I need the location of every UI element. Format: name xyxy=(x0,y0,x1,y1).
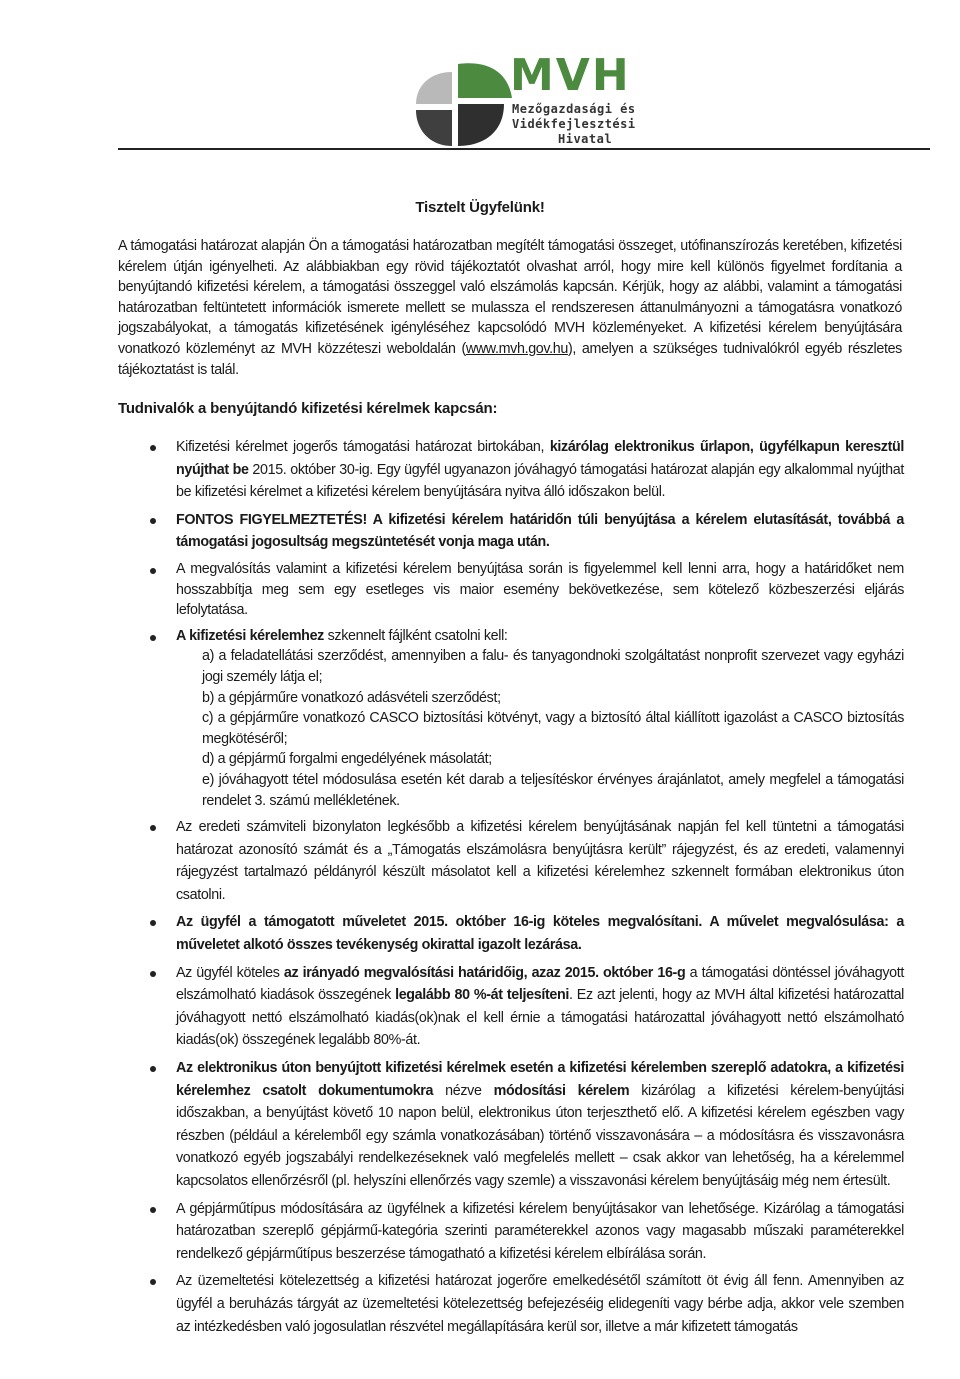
list-item: A kifizetési kérelemhez szkennelt fájlként csatolni kell: a) a feladatellátási szerződést, amennyiben a falu- és tanyagondnoki szolgáltatást nonprofit szervezet vagy egyházi jogi személy látja el; b) a gépjárműre vonatkozó adásvételi szerződést; c) a gépjárműre vonatkozó CASCO biztosítási kötvényt, vagy a biztosító által kiállított igazolást a CASCO biztosítás megkötéséről; d) a gépjármű forgalmi engedélyének másolatát; e) jóváhagyott tétel módosulása esetén két darab a teljesítéskor érvényes árajánlatot, amely megfelel a támogatási rendelet 3. számú mellékletének. xyxy=(150,626,904,811)
logo-title: MVH xyxy=(510,50,631,101)
list-item: FONTOS FIGYELMEZTETÉS! A kifizetési kérelem határidőn túli benyújtása a kérelem elutasítását, továbbá a támogatási jogosultság megszüntetését vonja maga után. xyxy=(150,509,904,554)
greeting: Tisztelt Ügyfelünk! xyxy=(415,199,545,216)
list-item: Kifizetési kérelmet jogerős támogatási határozat birtokában, kizárólag elektronikus űrlapon, ügyfélkapun keresztül nyújthat be 2015. október 30-ig. Egy ügyfél ugyanazon jóváhagyó támogatási határozat alapján egy alkalommal nyújthat be kifizetési kérelmet a kifizetési kérelem benyújtására nyitva álló időszakon belül. xyxy=(150,436,904,504)
sublist-item: d) a gépjármű forgalmi engedélyének másolatát; xyxy=(202,751,492,768)
sublist-item: a) a feladatellátási szerződést, amennyiben a falu- és tanyagondnoki szolgáltatást nonprofit szervezet vagy egyházi jogi személy látja el; xyxy=(202,648,904,685)
bullet-icon xyxy=(150,445,156,451)
list-item: Az ügyfél köteles az irányadó megvalósítási határidőig, azaz 2015. október 16-g a támogatási döntéssel jóváhagyott elszámolható kiadások összegének legalább 80 %-át teljesíteni. Ez azt jelenti, hogy az MVH által kifizetési határozattal jóváhagyott nettó elszámolható kiadás(ok)nak el kell érnie a támogatási határozattal jóváhagyott nettó elszámolható kiadás(ok) összegének legalább 80%-át. xyxy=(150,962,904,1052)
bullet-icon xyxy=(150,1066,156,1072)
section-title: Tudnivalók a benyújtandó kifizetési kérelmek kapcsán: xyxy=(118,400,498,417)
org-line-3: Hivatal xyxy=(558,132,613,146)
bullet-icon xyxy=(150,1207,156,1213)
organization-name xyxy=(512,102,636,147)
intro-text-2: ), amelyen a szükséges tudnivalókról egyéb részletes tájékoztatást is talál. xyxy=(118,340,902,378)
sublist-item: b) a gépjárműre vonatkozó adásvételi szerződést; xyxy=(202,689,501,706)
list-item: A gépjárműtípus módosítására az ügyfélnek a kifizetési kérelem benyújtásakor van lehetősége. Kizárólag a támogatási határozatban szereplő gépjármű-kategória szerinti paraméterekkel azonos vagy magasabb műszaki paraméterekkel rendelkező gépjárműtípus beszerzése támogatható a kifizetési kérelem elbírálása során. xyxy=(150,1198,904,1266)
intro-paragraph xyxy=(118,236,902,380)
org-line-2: Vidékfejlesztési xyxy=(512,117,636,131)
sublist-item: c) a gépjárműre vonatkozó CASCO biztosítási kötvényt, vagy a biztosító által kiállított igazolást a CASCO biztosítás megkötéséről; xyxy=(202,710,904,747)
bullet-icon xyxy=(150,518,156,524)
bullet-icon xyxy=(150,920,156,926)
list-item: Az eredeti számviteli bizonylaton legkésőbb a kifizetési kérelem benyújtásának napján fel kell tüntetni a támogatási határozat azonosító számát és a „Támogatás elszámolásra benyújtásra került” rájegyzést, és az eredeti, valamennyi rájegyzést tartalmazó példányról készült másolatot kell a kifizetési kérelemhez szkennelt formában elektronikus úton csatolni. xyxy=(150,816,904,906)
list-item: Az üzemeltetési kötelezettség a kifizetési határozat jogerőre emelkedésétől számított öt évig áll fenn. Amennyiben az ügyfél a beruházás tárgyát az üzemeltetési kötelezettség befejezéséig elidegeníti vagy bérbe adja, akkor vele szemben az intézkedésben való jogosulatlan részvétel megállapítására kerül sor, illetve a már kifizetett támogatás xyxy=(150,1270,904,1338)
sublist-item: e) jóváhagyott tétel módosulása esetén két darab a teljesítéskor érvényes árajánlatot, amely megfelel a támogatási rendelet 3. számú mellékletének. xyxy=(202,771,904,809)
intro-text-1: A támogatási határozat alapján Ön a támogatási határozatban megítélt támogatási összeget, utófinanszírozás keretében, kifizetési kérelem útján igényelheti. Az alábbiakban egy rövid tájékoztatót olvashat arról, hogy mire kell különös figyelmet fordítania a benyújtandó kifizetési kérelem, a támogatási összeggel való elszámolás kapcsán. Kérjük, hogy az alábbi, valamint a támogatási határozatban feltüntetett információk ismerete mellett se mulassza el rendszeresen áttanulmányozni a támogatásra vonatkozó jogszabályokat, a támogatás kifizetésének igényléséhez kapcsolódó MVH közleményeket. A kifizetési kérelem benyújtására vonatkozó közleményt az MVH közzéteszi weboldalán ( xyxy=(118,238,902,357)
list-item: Az elektronikus úton benyújtott kifizetési kérelmek esetén a kifizetési kérelemben szereplő adatokra, a kifizetési kérelemhez csatolt dokumentumokra nézve módosítási kérelem kizárólag a kifizetési kérelem-benyújtási időszakban, a benyújtást követő 10 napon belül, elektronikus úton terjeszthető elő. A kifizetési kérelem egészben vagy részben (például a kérelemből egy számla vonatkozásában) történő visszavonására – a módosításra és visszavonásra vonatkozó egyéb jogszabályi rendelkezéseknek való megfelelés mellett – csak akkor van lehetőség, ha a kérelemmel kapcsolatos ellenőrzésről (pl. helyszíni ellenőrzés vagy szemle) a visszavonási kérelem benyújtásáig még nem értesült. xyxy=(150,1057,904,1193)
attachment-sublist xyxy=(176,646,904,811)
bullet-icon xyxy=(150,971,156,977)
website-link[interactable]: www.mvh.gov.hu xyxy=(465,340,568,357)
bullet-icon xyxy=(150,568,156,574)
list-item: Az ügyfél a támogatott műveletet 2015. október 16-ig köteles megvalósítani. A művelet megvalósulása: a műveletet alkotó összes tevékenység okirattal igazolt lezárása. xyxy=(150,911,904,956)
bullet-icon xyxy=(150,635,156,641)
bullet-icon xyxy=(150,1279,156,1285)
bullet-icon xyxy=(150,825,156,831)
org-line-1: Mezőgazdasági és xyxy=(512,102,636,116)
list-item: A megvalósítás valamint a kifizetési kérelem benyújtása során is figyelemmel kell lenni arra, hogy a határidőket nem hosszabbítja meg sem egy esetleges vis maior esemény bekövetkezése, sem kötelező közbeszerzési eljárás lefolytatása. xyxy=(150,559,904,621)
info-list xyxy=(150,436,904,1343)
header-divider xyxy=(118,148,930,150)
